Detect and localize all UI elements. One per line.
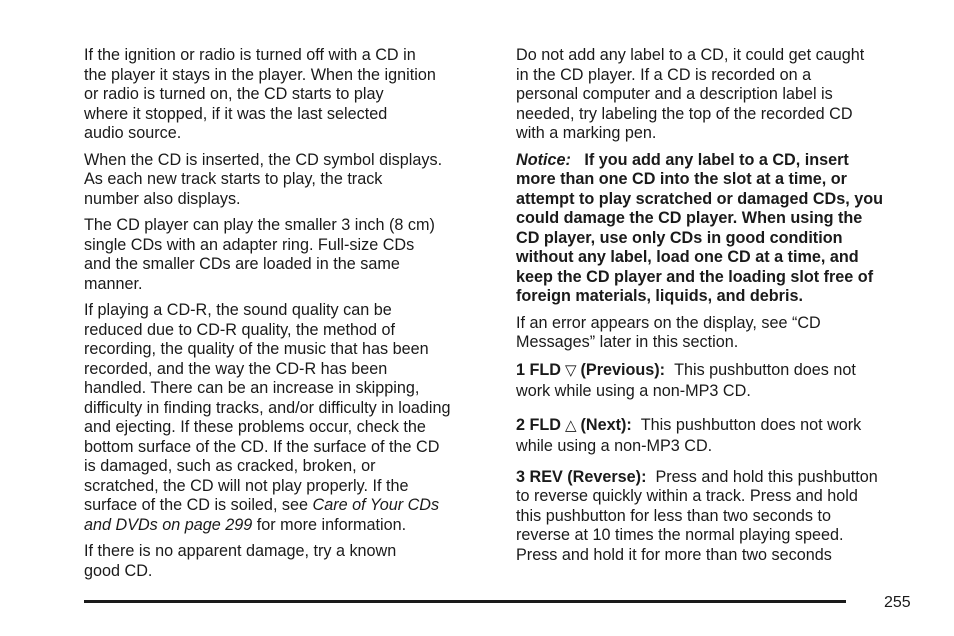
- text-line: and ejecting. If these problems occur, check the: [84, 418, 426, 436]
- text-line: If an error appears on the display, see “CD: [516, 313, 821, 332]
- text-line: difficulty in finding tracks, and/or difficulty in loading: [84, 398, 451, 417]
- text-line: If you add any label to a CD, insert: [584, 150, 849, 169]
- text-line: This pushbutton does not work: [640, 415, 862, 434]
- text-line: is damaged, such as cracked, broken, or: [84, 457, 376, 475]
- text-line: keep the CD player and the loading slot free of: [516, 267, 874, 286]
- paragraph-error: [516, 314, 924, 353]
- text-line: Press and hold it for more than two seconds: [516, 545, 832, 564]
- text-line: surface of the CD is soiled, see: [84, 496, 313, 514]
- text-line: work while using a non-MP3 CD.: [516, 381, 751, 400]
- paragraph-fld-next: [516, 415, 924, 457]
- text-line: reduced due to CD-R quality, the method of: [84, 320, 396, 339]
- text-line: or radio is turned on, the CD starts to play: [84, 85, 384, 103]
- footer-rule: [84, 600, 846, 603]
- notice-block: [516, 151, 924, 307]
- text-line: foreign materials, liquids, and debris.: [516, 287, 803, 305]
- text-line: the player it stays in the player. When the ignition: [84, 65, 436, 84]
- text-line: scratched, the CD will not play properly. If the: [84, 476, 409, 495]
- text-line: personal computer and a description label is: [516, 85, 833, 103]
- button-label: 2 FLD: [516, 415, 561, 434]
- text-line: and the smaller CDs are loaded in the same: [84, 255, 400, 273]
- button-name: (Next):: [580, 415, 632, 434]
- text-line: reverse at 10 times the normal playing speed.: [516, 526, 844, 544]
- text-line: CD player, use only CDs in good condition: [516, 228, 843, 247]
- text-line: handled. There can be an increase in skipping,: [84, 379, 420, 397]
- paragraph-label: [516, 46, 924, 144]
- left-column: [84, 46, 492, 588]
- paragraph-reverse: [516, 468, 924, 566]
- text-line: attempt to play scratched or damaged CDs, you: [516, 189, 884, 208]
- paragraph-no-damage: [84, 542, 492, 581]
- text-line: If there is no apparent damage, try a known: [84, 542, 397, 560]
- text-line: with a marking pen.: [516, 124, 657, 142]
- notice-label: Notice:: [516, 150, 571, 169]
- text-line: recording, the quality of the music that has been: [84, 340, 429, 358]
- triangle-down-icon: ▽: [564, 361, 577, 379]
- text-line: If the ignition or radio is turned off with a CD in: [84, 46, 416, 64]
- text-line: to reverse quickly within a track. Press and hold: [516, 487, 858, 505]
- paragraph-ignition: [84, 46, 492, 144]
- text-line: needed, try labeling the top of the recorded CD: [516, 104, 853, 123]
- text-line: good CD.: [84, 561, 153, 580]
- text-line: this pushbutton for less than two seconds to: [516, 506, 831, 525]
- text-line: more than one CD into the slot at a time, or: [516, 170, 847, 188]
- text-line: where it stopped, if it was the last selected: [84, 104, 388, 123]
- paragraph-small-cds: [84, 216, 492, 294]
- text-line: could damage the CD player. When using the: [516, 209, 863, 227]
- text-line: recorded, and the way the CD-R has been: [84, 359, 388, 378]
- text-line: Press and hold this pushbutton: [655, 467, 878, 486]
- cross-reference-link[interactable]: and DVDs on page 299: [84, 515, 253, 534]
- paragraph-cd-r: [84, 301, 492, 535]
- text-line: while using a non-MP3 CD.: [516, 436, 713, 455]
- text-line: bottom surface of the CD. If the surface of the CD: [84, 437, 440, 456]
- text-line: If playing a CD-R, the sound quality can be: [84, 301, 392, 319]
- text-line: The CD player can play the smaller 3 inch (8 cm): [84, 216, 435, 234]
- text-line: When the CD is inserted, the CD symbol displays.: [84, 150, 443, 169]
- button-label: 1 FLD: [516, 360, 561, 379]
- text-line: Messages” later in this section.: [516, 333, 739, 351]
- text-line: in the CD player. If a CD is recorded on a: [516, 65, 812, 84]
- text-line: audio source.: [84, 124, 182, 142]
- right-column: [516, 46, 924, 572]
- button-name: (Previous):: [580, 360, 666, 379]
- text-line: As each new track starts to play, the track: [84, 170, 383, 188]
- cross-reference-link[interactable]: Care of Your CDs: [312, 496, 440, 514]
- page-number: 255: [884, 594, 911, 611]
- text-line: for more information.: [252, 515, 407, 534]
- paragraph-cd-symbol: [84, 151, 492, 210]
- text-line: manner.: [84, 274, 143, 293]
- text-line: This pushbutton does not: [674, 360, 856, 379]
- button-label: 3 REV (Reverse):: [516, 467, 647, 486]
- text-line: Do not add any label to a CD, it could get caught: [516, 46, 865, 64]
- paragraph-fld-previous: [516, 360, 924, 402]
- triangle-up-icon: △: [564, 416, 577, 434]
- text-line: without any label, load one CD at a time, and: [516, 248, 859, 266]
- text-line: single CDs with an adapter ring. Full-size CDs: [84, 235, 415, 254]
- text-line: number also displays.: [84, 189, 241, 208]
